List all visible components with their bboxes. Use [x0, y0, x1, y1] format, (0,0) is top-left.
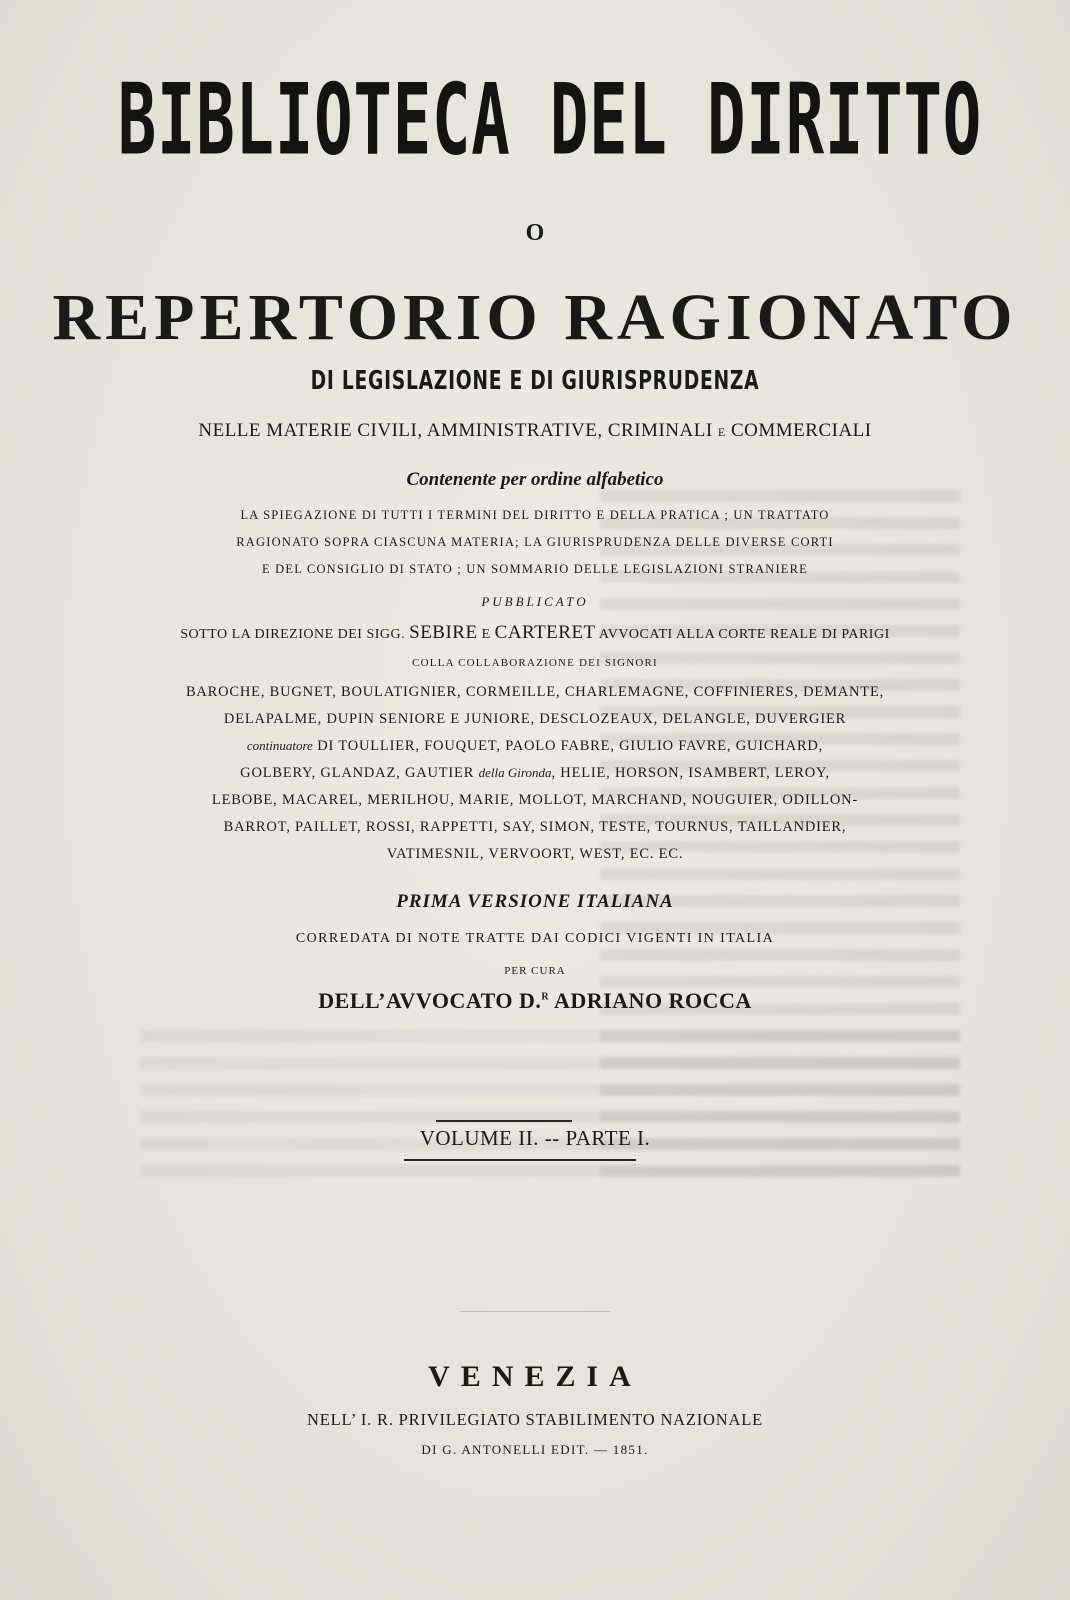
matters-text-b: COMMERCIALI [731, 420, 872, 441]
direction-suffix: AVVOCATI ALLA CORTE REALE DI PARIGI [598, 627, 890, 642]
contributors-line-3-rest: DI TOULLIER, FOUQUET, PAOLO FABRE, GIULIO FAVRE, GUICHARD, [317, 738, 824, 754]
volume-rule-top [436, 1120, 572, 1122]
contributors-line-1: BAROCHE, BUGNET, BOULATIGNIER, CORMEILLE, CHARLEMAGNE, COFFINIERES, DEMANTE, [185, 684, 885, 700]
matters-text-a: NELLE MATERIE CIVILI, AMMINISTRATIVE, CRIMINALI [198, 420, 713, 441]
direction-and: E [481, 627, 491, 642]
contributors-line-6: BARROT, PAILLET, ROSSI, RAPPETTI, SAY, SIMON, TESTE, TOURNUS, TAILLANDIER, [223, 819, 847, 835]
contents-line-3: E DEL CONSIGLIO DI STATO ; UN SOMMARIO DELLE LEGISLAZIONI STRANIERE [261, 562, 809, 576]
contents-intro: Contenente per ordine alfabetico [406, 469, 664, 490]
imprint-city: VENEZIA [428, 1360, 642, 1393]
contributors-line-3 [0, 738, 1070, 755]
direction-prefix: SOTTO LA DIREZIONE DEI SIGG. [180, 627, 406, 642]
editor-superscript: R [541, 991, 550, 1003]
bleed-through-texture-lower [140, 1030, 960, 1190]
repertorio-title: REPERTORIO RAGIONATO [52, 281, 1018, 354]
contributors-line-4-a: GOLBERY, GLANDAZ, GAUTIER [240, 765, 475, 781]
director-name-1: SEBIRE [409, 622, 478, 643]
published-label: PUBBLICATO [481, 594, 589, 609]
main-title: BIBLIOTECA DEL DIRITTO [117, 63, 983, 178]
imprint-printer: NELL’ I. R. PRIVILEGIATO STABILIMENTO NAZIONALE [307, 1410, 763, 1429]
faint-divider [460, 1311, 610, 1312]
volume-label: VOLUME II. -- PARTE I. [419, 1126, 651, 1150]
matters-conjunction: E [717, 425, 726, 439]
imprint-publisher-year: DI G. ANTONELLI EDIT. — 1851. [421, 1442, 649, 1457]
director-name-2: CARTERET [494, 622, 596, 643]
contents-line-2: RAGIONATO SOPRA CIASCUNA MATERIA; LA GIURISPRUDENZA DELLE DIVERSE CORTI [236, 535, 834, 549]
contributors-line-5: LEBOBE, MACAREL, MERILHOU, MARIE, MOLLOT, MARCHAND, NOUGUIER, ODILLON- [211, 792, 859, 808]
contributors-line-4 [0, 765, 1070, 782]
per-cura-label: PER CURA [504, 965, 566, 977]
contributors-italic-continuatore: continuatore [246, 738, 313, 753]
notes-line: CORREDATA DI NOTE TRATTE DAI CODICI VIGENTI IN ITALIA [295, 931, 775, 946]
editor-line [0, 988, 1070, 1014]
collaboration-label: COLLA COLLABORAZIONE DEI SIGNORI [412, 657, 658, 669]
contributors-line-7: VATIMESNIL, VERVOORT, WEST, EC. EC. [386, 846, 684, 862]
editor-prefix: DELL’AVVOCATO D. [318, 988, 542, 1013]
editor-name: ADRIANO ROCCA [553, 988, 752, 1013]
contributors-line-2: DELAPALME, DUPIN SENIORE E JUNIORE, DESCLOZEAUX, DELANGLE, DUVERGIER [223, 711, 847, 727]
matters-line [0, 420, 1070, 442]
contents-line-1: LA SPIEGAZIONE DI TUTTI I TERMINI DEL DIRITTO E DELLA PRATICA ; UN TRATTATO [240, 508, 830, 522]
version-title: PRIMA VERSIONE ITALIANA [396, 891, 674, 912]
direction-line [0, 622, 1070, 644]
subtitle: DI LEGISLAZIONE E DI GIURISPRUDENZA [310, 366, 760, 396]
contributors-italic-gironda: della Gironda [478, 765, 552, 780]
conjunction-or: O [525, 220, 545, 246]
volume-rule-bottom [404, 1159, 636, 1161]
contributors-line-4-b: , HELIE, HORSON, ISAMBERT, LEROY, [551, 765, 830, 781]
